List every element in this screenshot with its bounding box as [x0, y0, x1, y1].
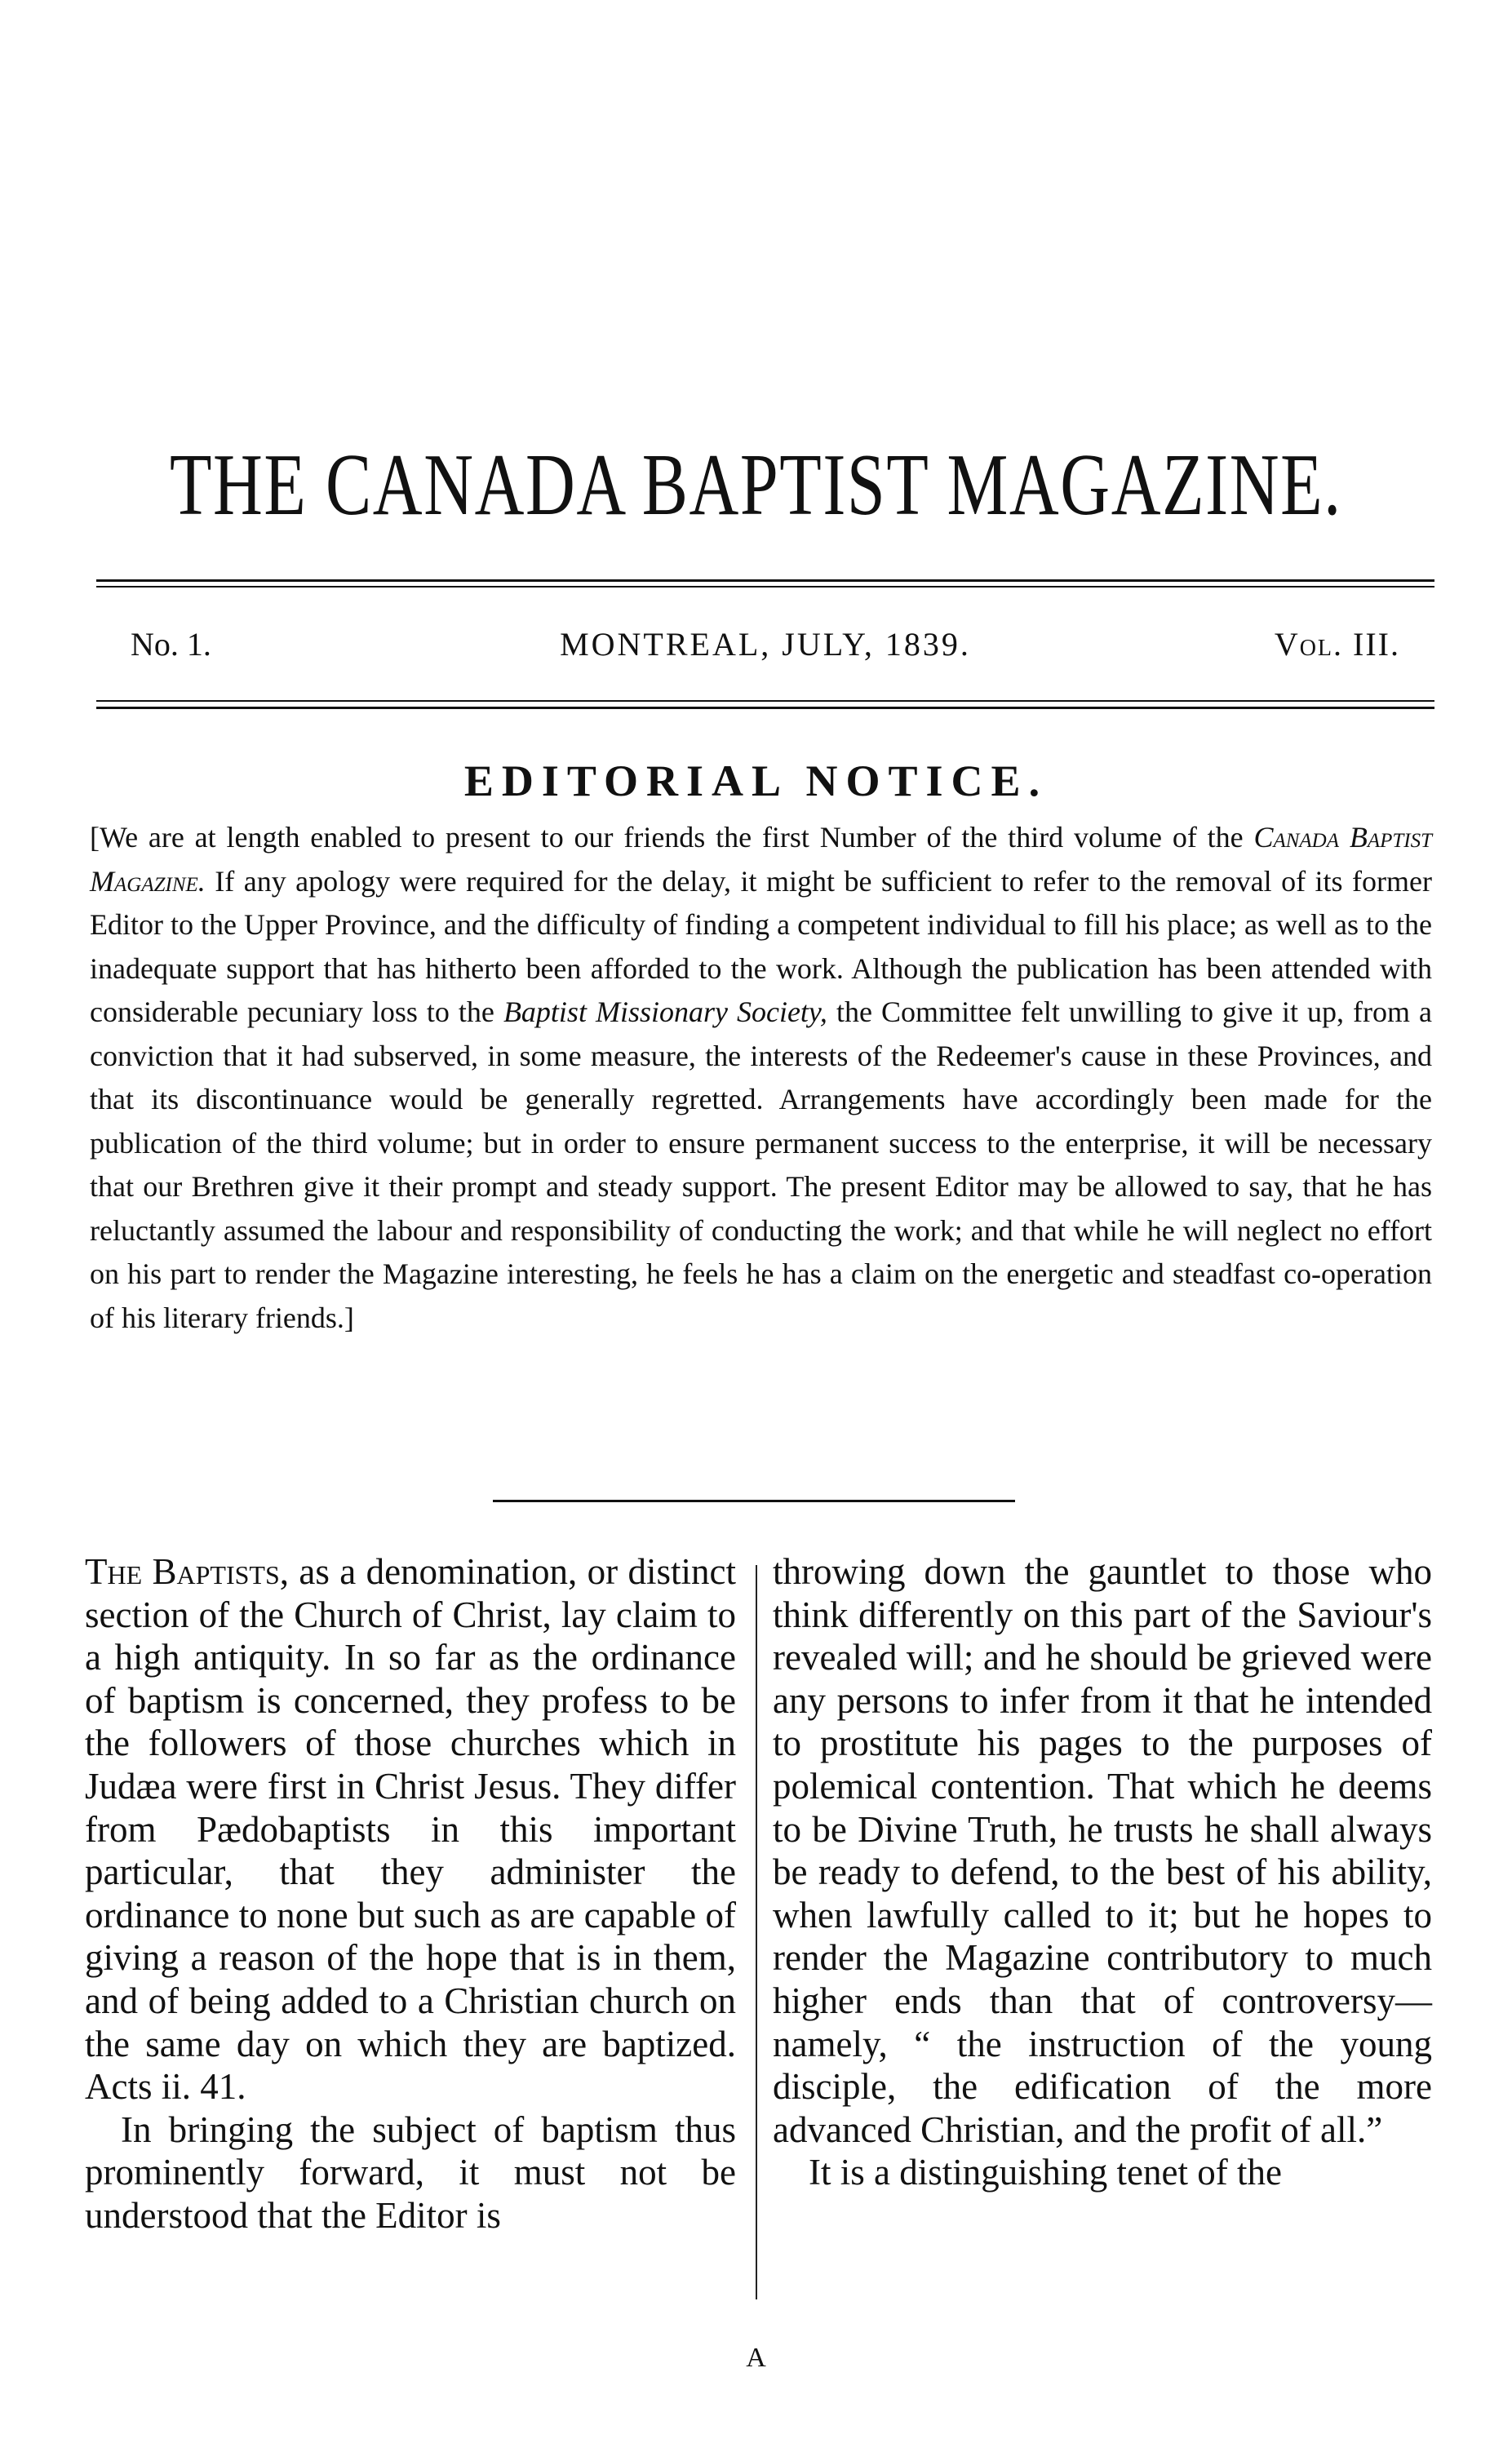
article-column-right	[773, 1550, 1432, 2194]
article-paragraph-2-start: In bringing the subject of baptism thus prominently forward, it must not be understood that the Editor is	[85, 2108, 736, 2236]
section-divider-rule	[493, 1500, 1015, 1502]
masthead-rule-bottom-inner	[96, 700, 1434, 702]
magazine-title: THE CANADA BAPTIST MAGAZINE.	[169, 437, 1342, 534]
notice-society-name: Baptist Missionary Society,	[503, 995, 827, 1028]
article-paragraph-1	[85, 1550, 736, 2108]
notice-text-part-3: the Committee felt unwilling to give it up, from a conviction that it had subserved, in some measure, the interests of the Redeemer's cause in these Provinces, and that its discontinuance would be generally regretted. Arrangements have accordingly been made for the publication of the third volume; but in order to ensure permanent success to the enterprise, it will be necessary that our Brethren give it their prompt and steady support. The present Editor may be allowed to say, that he has reluctantly assumed the labour and responsibility of conducting the work; and that while he will neglect no effort on his part to render the Magazine interesting, he feels he has a claim on the energetic and steadfast co-operation of his literary friends.	[90, 995, 1432, 1334]
issue-line	[96, 620, 1434, 669]
notice-magazine-name: Canada Baptist Magazine.	[90, 821, 1433, 898]
issue-place-date: MONTREAL, JULY, 1839.	[560, 626, 971, 663]
article-paragraph-1-text: as a denomination, or distinct section of the Church of Christ, lay claim to a high antiquity. In so far as the ordinance of baptism is concerned, they profess to be the followers of those churches which in Judæa were first in Christ Jesus. They differ from Pædobaptists in this important particular, that they administer the ordinance to none but such as are capable of giving a reason of the hope that is in them, and of being added to a Christian church on the same day on which they are baptized. Acts ii. 41.	[85, 1551, 736, 2108]
editorial-notice-body	[90, 816, 1432, 1340]
article-lead-words: The Baptists,	[85, 1551, 290, 1592]
article-paragraph-3-start: It is a distinguishing tenet of the	[809, 2152, 1282, 2193]
article-column-left	[85, 1550, 736, 2237]
masthead-rule-bottom	[96, 707, 1434, 709]
notice-text-part-1: We are at length enabled to present to our friends the first Number of the third volume of the	[100, 821, 1254, 854]
editorial-notice-heading: EDITORIAL NOTICE.	[463, 756, 1049, 805]
masthead-rule-top	[96, 579, 1434, 582]
column-divider	[756, 1565, 757, 2299]
issue-volume: Vol. III.	[1274, 626, 1400, 663]
signature-mark: A	[746, 2343, 766, 2373]
article-paragraph-2-continued: throwing down the gauntlet to those who think differently on this part of the Saviour's revealed will; and he should be grieved were any persons to infer from it that he intended to prostitute his pages to the purposes of polemical contention. That which he deems to be Divine Truth, he trusts he shall always be ready to defend, to the best of his ability, when lawfully called to it; but he hopes to render the Magazine contributory to much higher ends than that of controversy—namely, “ the instruction of the young disciple, the edification of the more advanced Christian, and the profit of all.”	[773, 1551, 1432, 2150]
notice-close-bracket: ]	[344, 1301, 354, 1334]
notice-open-bracket: [	[90, 821, 100, 854]
masthead-rule-top-inner	[96, 586, 1434, 588]
notice-text-part-2: If any apology were required for the delay, it might be sufficient to refer to the removal of its former Editor to the Upper Province, and the difficulty of finding a competent individual to fill his place; as well as to the inadequate support that has hitherto been afforded to the work. Although the publication has been attended with considerable pecuniary loss to the	[90, 864, 1432, 1028]
issue-number: No. 1.	[131, 626, 211, 663]
